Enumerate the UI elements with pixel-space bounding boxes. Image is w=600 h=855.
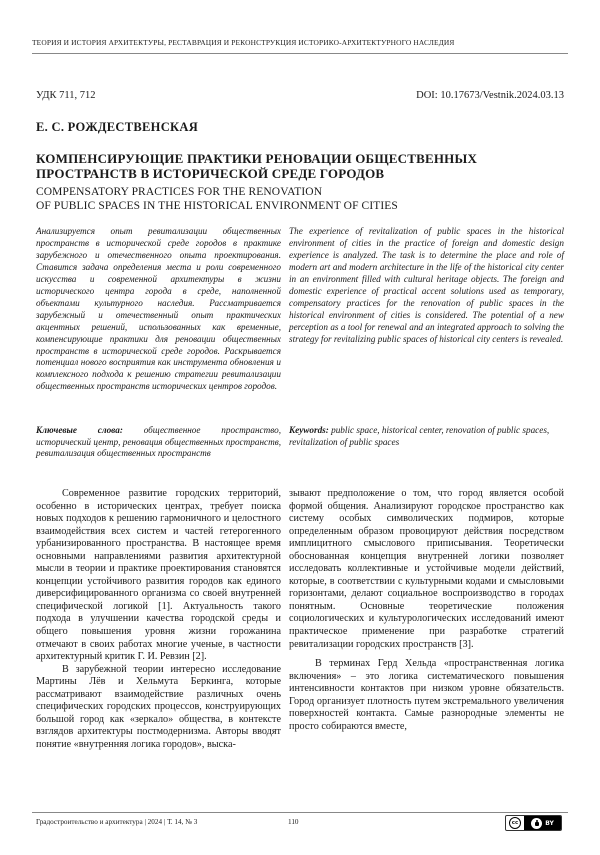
creative-commons-icon: cc — [509, 817, 521, 829]
title-english-line-1: COMPENSATORY PRACTICES FOR THE RENOVATION — [36, 186, 323, 198]
keywords-text-russian: общественное пространство, исторический центр, реновация общественных пространств, ревитализация общественных пространств — [36, 425, 282, 459]
attribution-icon — [531, 818, 542, 829]
doi-link[interactable]: DOI: 10.17673/Vestnik.2024.03.13 — [416, 90, 564, 101]
body-paragraph: В терминах Герд Хельда «пространственная логика включения» – это логика систематического повышения интенсивности контактов при низком уровне обязательств. Город организует плотность путем экстремального увеличения поверхностей контакта. Самые разнородные элементы не просто собираются вместе, — [289, 658, 564, 732]
body-paragraph: зывают предположение о том, что город является особой формой общения. Анализируют городское пространство как систему особых символических подмиров, которые определенным образом провоцируют действия посредством имплицитного смыслового приписывания. Теоретически обоснованная концепция внутренней логики позволяет исследовать коллективные и устойчивые модели действий, которые, в соответствии с культурными кодами и смысловыми горизонтами, делают социальное воспроизводство в городах понятным. Основные теоретические положения социологических и культурологических исследований имеют практическое применение при разработке стратегий ревитализации городских пространств [3]. — [289, 488, 564, 650]
body-paragraph: Современное развитие городских территорий, особенно в исторических центрах, требует поиска новых подходов к решению гармоничного и целостного взаимодействия всех систем и частей гетерогенного урбанизированного пространства. В настоящее время основными направлениями развития архитектурной мысли в теории и практике проектирования становятся концепции устойчивого развития городов как единого диверсифицированного организма со своей внутренней специфической логикой [1]. Актуальность такого подхода в улучшении качества городской среды и общего повышения уровня жизни горожанина отмечают в своих работах многие ученые, в частности архитектурный критик Г. И. Ревзин [2]. — [36, 488, 281, 663]
cc-by-license-badge[interactable] — [505, 815, 562, 831]
license-by-label: BY — [545, 819, 554, 827]
keywords-russian — [36, 425, 281, 460]
udk-code: УДК 711, 712 — [36, 90, 96, 101]
page-number: 110 — [288, 818, 299, 826]
abstract-english: The experience of revitalization of public spaces in the historical environment of cities in the practice of foreign and domestic design experience is analyzed. The task is to determine the place and role of modern art and modern architecture in the life of the historical city center in an environment filled with cultural heritage objects. The foreign and domestic experience of practical accent solutions used as temporary, compensatory practices for the renovation of public spaces in the historical environment of cities is considered. The potential of a new perception as a tool for renewal and an integrated approach to solving the strategy for revitalizing public spaces of historical city centers is revealed. — [289, 226, 564, 344]
keywords-label-russian: Ключевые слова: — [36, 425, 123, 435]
abstract-russian: Анализируется опыт ревитализации общественных пространств в исторической среде городов в практике зарубежного и отечественного опыта проектирования. Ставится задача определения места и роли современного искусства и современной архитектуры в жизни исторического центра города в среде, наполненной объектами культурного наследия. Рассматривается зарубежный и отечественный опыт практических акцентных решений, использованных как временные, компенсирующие практики для реновации общественных пространств в исторической среде городов. Раскрывается потенциал нового восприятия как инструмента обновления и комплексного подхода к решению стратегии ревитализации общественных пространств исторических центров городов. — [36, 226, 281, 392]
body-column-left — [36, 488, 281, 751]
keywords-english — [289, 425, 564, 448]
cc-section — [506, 816, 524, 830]
title-russian: КОМПЕНСИРУЮЩИЕ ПРАКТИКИ РЕНОВАЦИИ ОБЩЕСТВЕННЫХ ПРОСТРАНСТВ В ИСТОРИЧЕСКОЙ СРЕДЕ ГОРОДОВ — [36, 151, 478, 181]
footer-divider — [32, 812, 568, 813]
journal-citation: Градостроительство и архитектура | 2024 | Т. 14, № 3 — [36, 818, 198, 826]
keywords-text-english: public space, historical center, renovation of public spaces, revitalization of public spaces — [289, 425, 550, 447]
keywords-label-english: Keywords: — [289, 425, 329, 435]
title-english — [36, 186, 566, 213]
body-paragraph: В зарубежной теории интересно исследование Мартины Лёв и Хельмута Беркинга, которые рассматривают взаимодействие различных очень специфических городских процессов, конструирующих большой город как «зеркало» общества, в контексте взглядов архитектуры постмодернизма. Авторы вводят понятие «внутренняя логика городов», выска- — [36, 663, 281, 750]
body-column-right — [289, 488, 564, 733]
running-header: ТЕОРИЯ И ИСТОРИЯ АРХИТЕКТУРЫ, РЕСТАВРАЦИЯ И РЕКОНСТРУКЦИЯ ИСТОРИКО-АРХИТЕКТУРНОГО НАСЛЕДИЯ — [32, 38, 455, 47]
author-name: Е. С. РОЖДЕСТВЕНСКАЯ — [36, 120, 199, 134]
by-section — [524, 816, 561, 830]
title-english-line-2: OF PUBLIC SPACES IN THE HISTORICAL ENVIRONMENT OF CITIES — [36, 199, 398, 212]
header-divider — [32, 53, 568, 54]
